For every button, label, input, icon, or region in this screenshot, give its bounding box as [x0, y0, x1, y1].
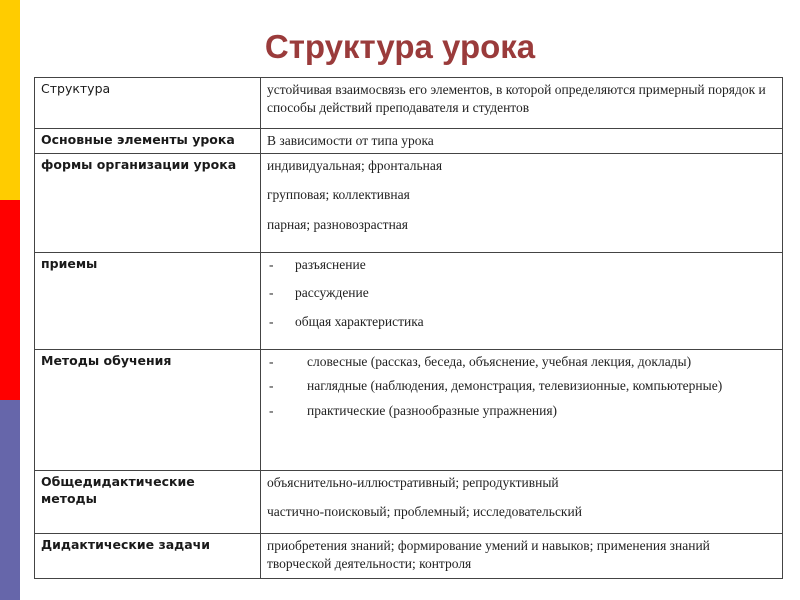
list-item: - практические (разнообразные упражнения) — [267, 402, 776, 420]
dash-bullet: - — [269, 257, 274, 273]
cell-text: устойчивая взаимосвязь его элементов, в которой определяются примерный порядок и способы действий преподавателя и студентов — [267, 82, 766, 116]
row-value-main-elements — [261, 129, 783, 154]
cell-text: объяснительно-иллюстративный; репродуктивный — [267, 475, 559, 491]
table-row — [35, 129, 783, 154]
row-value-teaching-methods — [261, 350, 783, 471]
table-row — [35, 534, 783, 579]
row-label-techniques: приемы — [35, 253, 261, 350]
slide-title: Структура урока — [264, 28, 536, 65]
cell-text: парная; разновозрастная — [267, 216, 408, 232]
row-label-general-methods: Общедидактические методы — [35, 471, 261, 534]
row-label-structure: Структура — [35, 78, 261, 129]
cell-text: В зависимости от типа урока — [267, 133, 434, 148]
row-label-didactic-tasks: Дидактические задачи — [35, 534, 261, 579]
lesson-structure-table — [34, 77, 783, 579]
dash-bullet: - — [269, 285, 274, 301]
table-row — [35, 253, 783, 350]
teaching-methods-list — [267, 353, 776, 420]
list-item: - рассуждение — [267, 284, 776, 302]
dash-bullet: - — [269, 354, 274, 370]
list-item: - словесные (рассказ, беседа, объяснение, учебная лекция, доклады) — [267, 353, 776, 371]
cell-text: приобретения знаний; формирование умений и навыков; применения знаний творческой деятельности; контроля — [267, 538, 710, 572]
dash-bullet: - — [269, 378, 274, 394]
techniques-list — [267, 256, 776, 331]
dash-bullet: - — [269, 402, 274, 418]
cell-text: индивидуальная; фронтальная — [267, 158, 443, 174]
cell-text: частично-поисковый; проблемный; исследовательский — [267, 504, 582, 520]
list-item: - разъяснение — [267, 256, 776, 274]
row-value-structure — [261, 78, 783, 129]
dash-bullet: - — [269, 313, 274, 329]
list-item: - общая характеристика — [267, 313, 776, 331]
table-row — [35, 471, 783, 534]
row-value-organization-forms — [261, 154, 783, 253]
accent-stripe-purple — [0, 400, 20, 600]
row-label-teaching-methods: Методы обучения — [35, 350, 261, 471]
table-row — [35, 78, 783, 129]
table-row — [35, 154, 783, 253]
row-label-organization-forms: формы организации урока — [35, 154, 261, 253]
row-label-main-elements: Основные элементы урока — [35, 129, 261, 154]
row-value-didactic-tasks — [261, 534, 783, 579]
cell-text: групповая; коллективная — [267, 187, 410, 203]
list-item: - наглядные (наблюдения, демонстрация, телевизионные, компьютерные) — [267, 377, 776, 395]
accent-stripe-red — [0, 200, 20, 400]
table-row — [35, 350, 783, 471]
row-value-general-methods — [261, 471, 783, 534]
row-value-techniques — [261, 253, 783, 350]
